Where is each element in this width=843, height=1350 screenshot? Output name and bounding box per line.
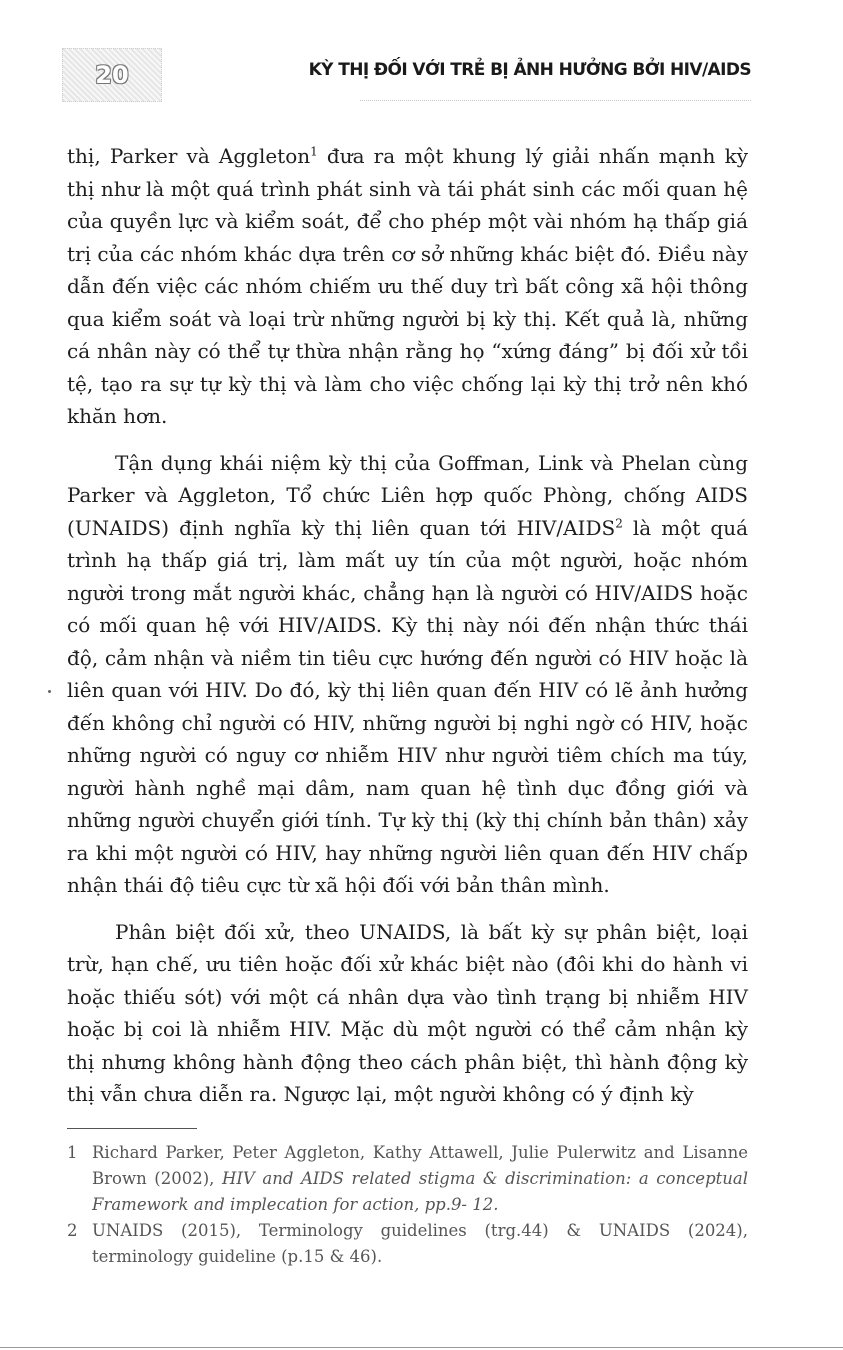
page-number: 20: [62, 48, 162, 102]
page-bottom-edge: [0, 1347, 843, 1348]
body-text: [67, 140, 748, 1125]
footnote-number: 1: [67, 1143, 78, 1162]
footnote-ref-1: 1: [310, 144, 318, 159]
running-title: KỲ THỊ ĐỐI VỚI TRẺ BỊ ẢNH HƯỞNG BỞI HIV/AIDS: [308, 60, 751, 80]
footnote-2: 2 UNAIDS (2015), Terminology guidelines (trg.44) & UNAIDS (2024), terminology guideline (p.15 & 46).: [67, 1218, 748, 1270]
footnotes: [67, 1140, 748, 1270]
paragraph-1: thị, Parker và Aggleton$^1$ đưa ra một khung lý giải nhấn mạnh kỳ thị như là một quá trình phát sinh và tái phát sinh các mối quan hệ của quyền lực và kiểm soát, để cho phép một vài nhóm hạ thấp giá trị của các nhóm khác dựa trên cơ sở những khác biệt đó. Điều này dẫn đến việc các nhóm chiếm ưu thế duy trì bất công xã hội thông qua kiểm soát và loại trừ những người bị kỳ thị. Kết quả là, những cá nhân này có thể tự thừa nhận rằng họ “xứng đáng” bị đối xử tồi tệ, tạo ra sự tự kỳ thị và làm cho việc chống lại kỳ thị trở nên khó khăn hơn.: [67, 144, 748, 428]
footnote-ref-2: 2: [615, 515, 623, 530]
paragraph-3: Phân biệt đối xử, theo UNAIDS, là bất kỳ sự phân biệt, loại trừ, hạn chế, ưu tiên hoặc đối xử khác biệt nào (đôi khi do hành vi hoặc thiếu sót) với một cá nhân dựa vào tình trạng bị nhiễm HIV hoặc bị coi là nhiễm HIV. Mặc dù một người có thể cảm nhận kỳ thị nhưng không hành động theo cách phân biệt, thì hành động kỳ thị vẫn chưa diễn ra. Ngược lại, một người không có ý định kỳ: [67, 919, 748, 1106]
paragraph-2: Tận dụng khái niệm kỳ thị của Goffman, Link và Phelan cùng Parker và Aggleton, Tổ chức Liên hợp quốc Phòng, chống AIDS (UNAIDS) định nghĩa kỳ thị liên quan tới HIV/AIDS$^2$ là một quá trình hạ thấp giá trị, làm mất uy tín của một người, hoặc nhóm người trong mắt người khác, chẳng hạn là người có HIV/AIDS hoặc có mối quan hệ với HIV/AIDS. Kỳ thị này nói đến nhận thức thái độ, cảm nhận và niềm tin tiêu cực hướng đến người có HIV hoặc là liên quan với HIV. Do đó, kỳ thị liên quan đến HIV có lẽ ảnh hưởng đến không chỉ người có HIV, những người bị nghi ngờ có HIV, hoặc những người có nguy cơ nhiễm HIV như người tiêm chích ma túy, người hành nghề mại dâm, nam quan hệ tình dục đồng giới và những người chuyển giới tính. Tự kỳ thị (kỳ thị chính bản thân) xảy ra khi một người có HIV, hay những người liên quan đến HIV chấp nhận thái độ tiêu cực từ xã hội đối với bản thân mình.: [67, 450, 749, 897]
footnote-number: 2: [67, 1221, 78, 1240]
footnote-divider: [67, 1128, 197, 1129]
header-divider: [360, 100, 751, 101]
footnote-1: 1 Richard Parker, Peter Aggleton, Kathy Attawell, Julie Pulerwitz and Lisanne Brown (2002), HIV and AIDS related stigma & discrimination: a conceptual Framework and implecation for action, pp.9- 12.: [67, 1140, 748, 1218]
margin-dot: [48, 690, 51, 693]
